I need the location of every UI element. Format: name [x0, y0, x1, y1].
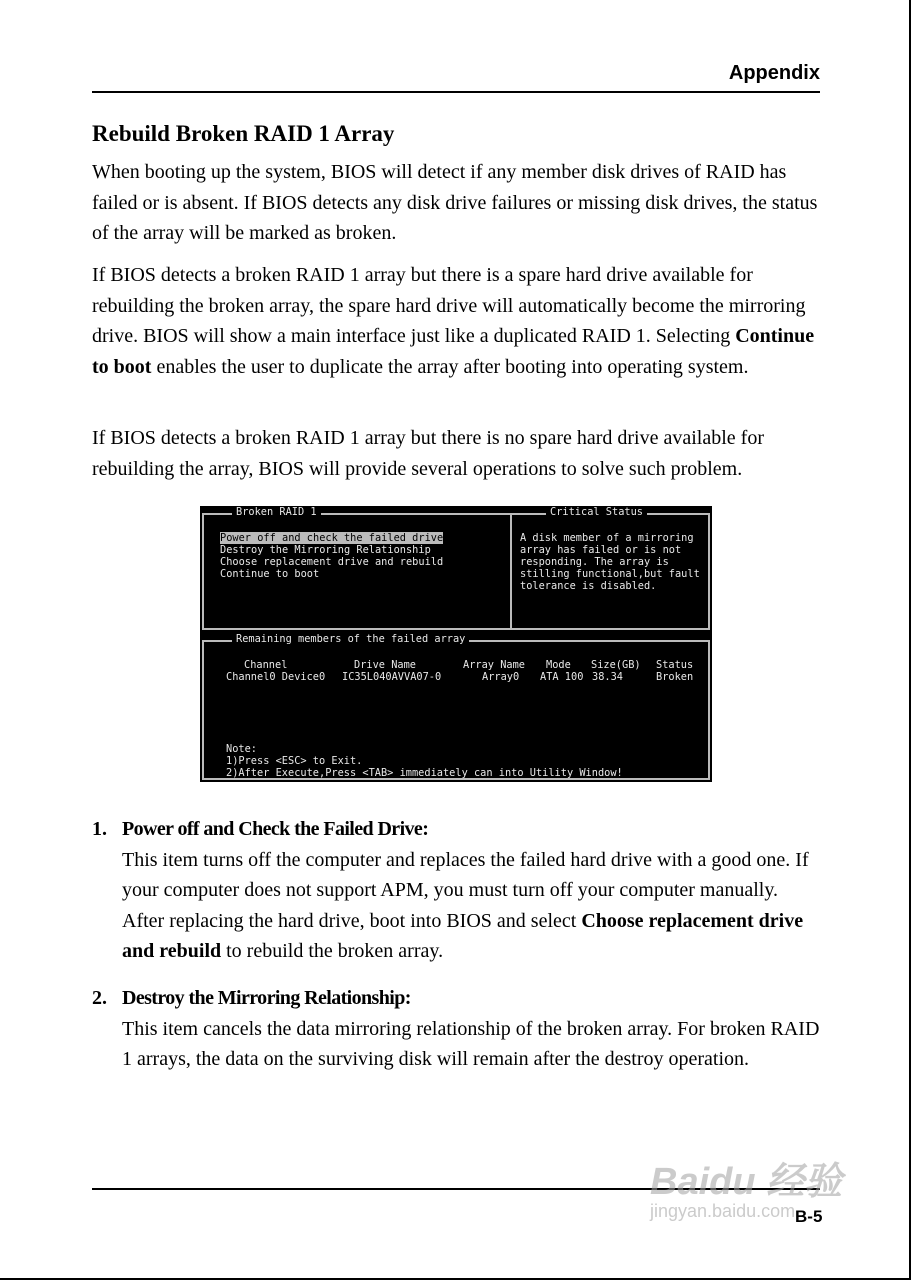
item-number: 1. [92, 818, 107, 840]
paragraph-1: When booting up the system, BIOS will detect if any member disk drives of RAID has failed or is absent. If BIOS detects any disk drive failures or missing disk drives, the status of the array will be marked as broken. [92, 161, 818, 244]
running-header: Appendix [728, 62, 820, 84]
item-text: This item turns off the computer and replaces the failed hard drive with a good one. If your computer does not support APM, you must turn off your computer manually. After replacing the hard drive, boot into BIOS and select [122, 848, 809, 932]
item-number: 2. [92, 987, 107, 1009]
note-label: Note: [226, 743, 257, 755]
broken-raid-panel [202, 506, 512, 630]
critical-line: tolerance is disabled. [520, 580, 657, 592]
critical-status-panel [510, 506, 710, 630]
header-rule [92, 91, 820, 93]
col-array-name: Array Name [463, 659, 525, 671]
col-channel: Channel [244, 659, 288, 671]
cell-size: 38.34 [592, 671, 623, 683]
p2-bold: Continue to boot [92, 325, 815, 378]
page-number: B-5 [795, 1207, 823, 1226]
watermark-logo: Baidu 经验 [650, 1161, 843, 1203]
cell-channel: Channel0 Device0 [226, 671, 326, 683]
watermark-url: jingyan.baidu.com [650, 1201, 796, 1221]
note-2: 2)After Execute,Press <TAB> immediately can into Utility Window! [226, 767, 623, 779]
bios-screenshot [200, 506, 712, 782]
menu-item-continue[interactable]: Continue to boot [220, 568, 320, 580]
col-drive-name: Drive Name [354, 659, 416, 671]
critical-line: A disk member of a mirroring [520, 532, 694, 544]
col-mode: Mode [546, 659, 571, 671]
item-heading: Power off and Check the Failed Drive: [122, 818, 429, 840]
remaining-members-panel [202, 633, 710, 780]
cell-array-name: Array0 [482, 671, 520, 683]
col-size: Size(GB) [591, 659, 641, 671]
item-text-tail: to rebuild the broken array. [221, 940, 444, 962]
critical-line: stilling functional,but fault [520, 568, 700, 580]
item-body [122, 845, 822, 967]
note-1: 1)Press <ESC> to Exit. [226, 755, 363, 767]
menu-item-rebuild[interactable]: Choose replacement drive and rebuild [220, 556, 444, 568]
item-body: This item cancels the data mirroring relationship of the broken array. For broken RAID 1 arrays, the data on the surviving disk will remain after the destroy operation. [122, 1017, 820, 1070]
list-item-2 [92, 983, 822, 1075]
remaining-title: Remaining members of the failed array [232, 634, 469, 646]
col-status: Status [656, 659, 694, 671]
cell-status: Broken [656, 671, 694, 683]
paragraph-2-text: If BIOS detects a broken RAID 1 array but there is a spare hard drive available for rebuilding the broken array, the spare hard drive will automatically become the mirroring drive. BIOS will show a main interface just like a duplicated RAID 1. [92, 264, 806, 347]
menu-item-destroy[interactable]: Destroy the Mirroring Relationship [220, 544, 431, 556]
cell-mode: ATA 100 [540, 671, 584, 683]
cell-drive-name: IC35L040AVVA07-0 [342, 671, 442, 683]
critical-status-title: Critical Status [546, 507, 647, 519]
critical-line: responding. The array is [520, 556, 669, 568]
broken-raid-title: Broken RAID 1 [232, 507, 321, 519]
list-item-1 [92, 814, 822, 967]
p2-post: enables the user to duplicate the array after booting into operating system. [151, 355, 749, 378]
paragraph-3: If BIOS detects a broken RAID 1 array but there is no spare hard drive available for rebuilding the array, BIOS will provide several operations to solve such problem. [92, 427, 764, 480]
section-title: Rebuild Broken RAID 1 Array [92, 121, 395, 146]
item-heading: Destroy the Mirroring Relationship: [122, 987, 411, 1009]
p2-pre: Selecting [655, 325, 736, 347]
paragraph-2 [92, 260, 822, 382]
item-bold: Choose replacement drive and rebuild [122, 909, 804, 962]
menu-item-power-off[interactable]: Power off and check the failed drive [220, 532, 444, 544]
critical-line: array has failed or is not [520, 544, 682, 556]
